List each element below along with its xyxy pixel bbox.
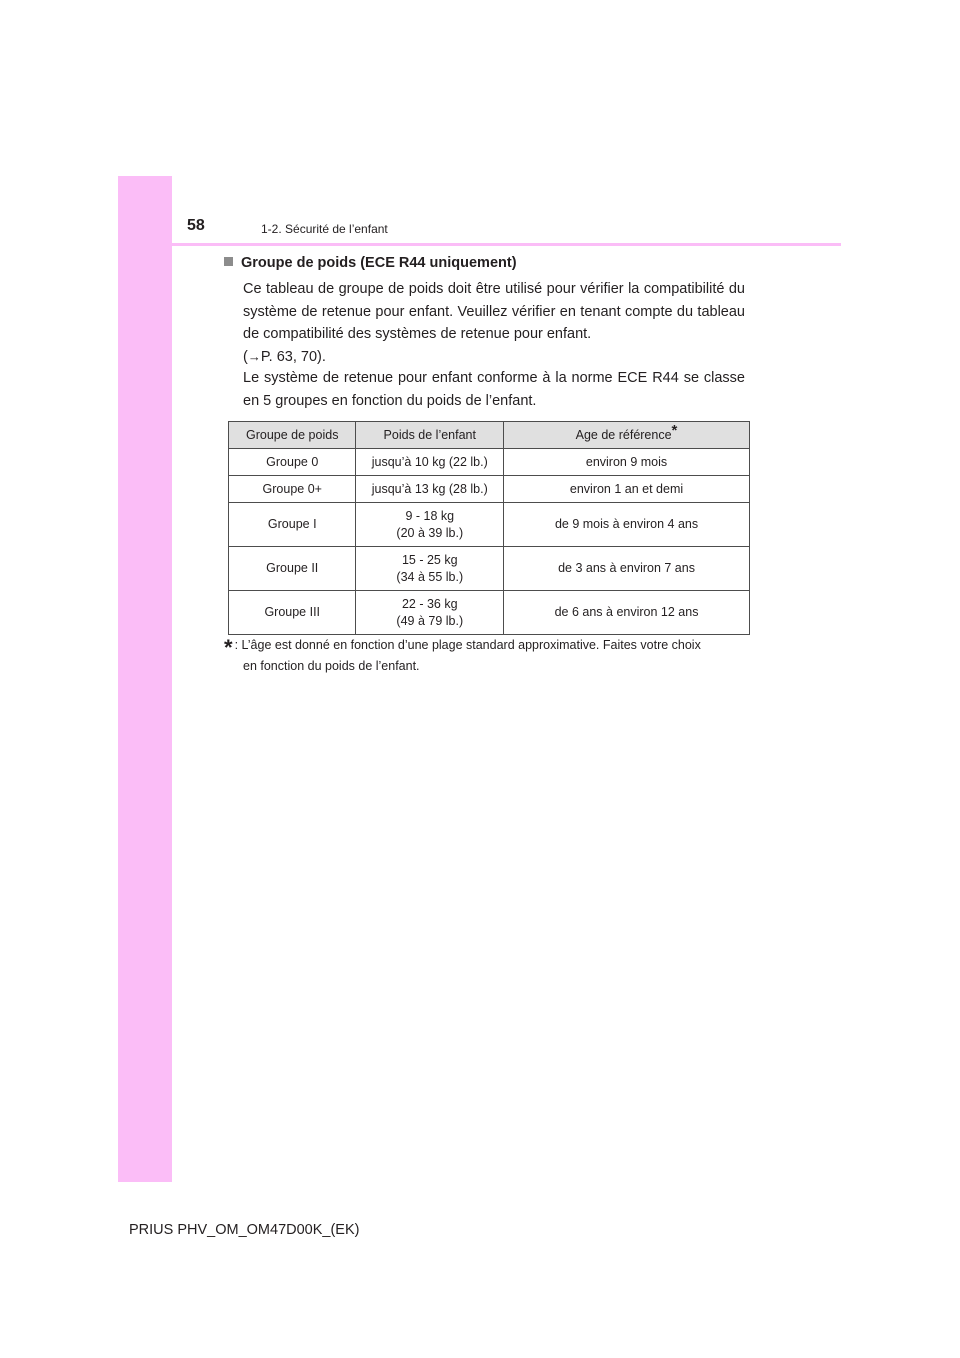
page-ref-link[interactable]: P. 63, 70). bbox=[260, 348, 326, 365]
footnote bbox=[224, 636, 746, 675]
header-group: Groupe de poids bbox=[229, 422, 356, 449]
header-age-text: Age de référence bbox=[575, 427, 672, 442]
cell-weight bbox=[356, 503, 504, 547]
heading-text: Groupe de poids (ECE R44 uniquement) bbox=[241, 255, 517, 271]
cell-weight bbox=[356, 591, 504, 635]
cell-age: environ 1 an et demi bbox=[504, 476, 750, 503]
side-tab-band bbox=[118, 176, 172, 1182]
cell-group: Groupe III bbox=[229, 591, 356, 635]
page-number: 58 bbox=[187, 217, 205, 234]
weight-lb: (34 à 55 lb.) bbox=[396, 569, 464, 584]
footnote-text-1: : L’âge est donné en fonction d’une plage standard approximative. Faites votre choix bbox=[234, 638, 701, 652]
footnote-line-1 bbox=[224, 635, 746, 660]
cell-weight bbox=[356, 547, 504, 591]
header-age bbox=[504, 422, 750, 449]
cell-group: Groupe 0 bbox=[229, 449, 356, 476]
section-heading bbox=[224, 255, 517, 271]
asterisk-icon: * bbox=[671, 421, 678, 439]
weight-kg: 9 - 18 kg bbox=[405, 508, 455, 523]
arrow-right-icon: → bbox=[247, 348, 261, 364]
cell-age: de 9 mois à environ 4 ans bbox=[504, 503, 750, 547]
cell-weight: jusqu’à 13 kg (28 lb.) bbox=[356, 476, 504, 503]
table-row bbox=[229, 547, 750, 591]
weight-kg: 15 - 25 kg bbox=[401, 552, 458, 567]
groups-paragraph: Le système de retenue pour enfant conforme à la norme ECE R44 se classe en 5 groupes en fonction du poids de l’enfant. bbox=[243, 370, 745, 409]
table-row bbox=[229, 449, 750, 476]
cell-weight: jusqu’à 10 kg (22 lb.) bbox=[356, 449, 504, 476]
table-header-row bbox=[229, 422, 750, 449]
section-title: 1-2. Sécurité de l’enfant bbox=[261, 222, 388, 236]
weight-kg: 22 - 36 kg bbox=[401, 596, 458, 611]
table-row bbox=[229, 591, 750, 635]
cell-group: Groupe I bbox=[229, 503, 356, 547]
footer-doc-id: PRIUS PHV_OM_OM47D00K_(EK) bbox=[129, 1222, 360, 1238]
page-ref-open: ( bbox=[243, 348, 248, 365]
cell-age: de 6 ans à environ 12 ans bbox=[504, 591, 750, 635]
cell-age: environ 9 mois bbox=[504, 449, 750, 476]
cell-age: de 3 ans à environ 7 ans bbox=[504, 547, 750, 591]
cell-group: Groupe II bbox=[229, 547, 356, 591]
asterisk-icon: * bbox=[224, 635, 233, 660]
square-bullet-icon bbox=[224, 257, 233, 266]
weight-group-table bbox=[228, 421, 750, 635]
table-row bbox=[229, 476, 750, 503]
table-row bbox=[229, 503, 750, 547]
weight-lb: (20 à 39 lb.) bbox=[396, 525, 464, 540]
cell-group: Groupe 0+ bbox=[229, 476, 356, 503]
header-weight: Poids de l’enfant bbox=[356, 422, 504, 449]
header-rule bbox=[118, 243, 841, 246]
intro-text: Ce tableau de groupe de poids doit être utilisé pour vérifier la compatibilité du système de retenue pour enfant. Veuillez vérifier en tenant compte du tableau de compatibilité des systèmes de retenue pour enfant. bbox=[243, 281, 745, 342]
weight-lb: (49 à 79 lb.) bbox=[396, 613, 464, 628]
intro-paragraph bbox=[243, 278, 745, 368]
footnote-line-2: en fonction du poids de l’enfant. bbox=[243, 659, 420, 673]
